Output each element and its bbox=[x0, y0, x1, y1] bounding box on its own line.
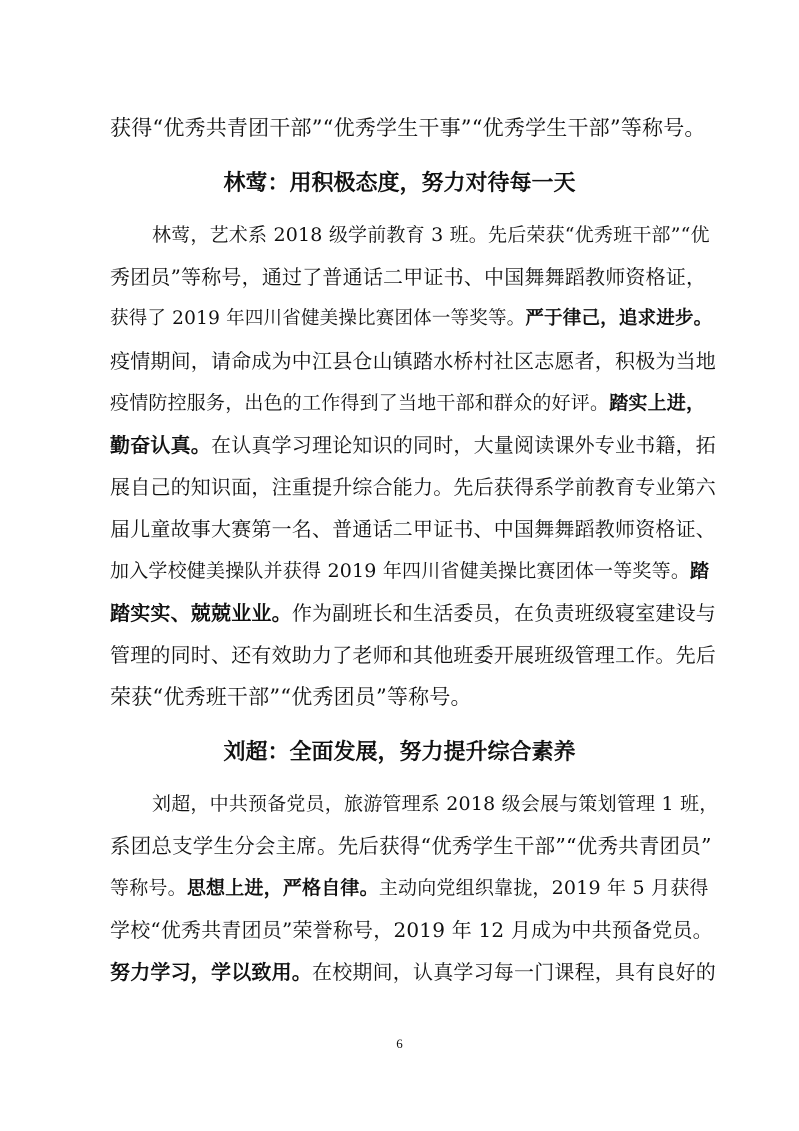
paragraph-line bbox=[110, 389, 718, 417]
paragraph-line bbox=[110, 557, 718, 585]
text-run: 疫情防控服务，出色的工作得到了当地干部和群众的好评。 bbox=[110, 392, 610, 414]
page-number: 6 bbox=[396, 1036, 403, 1051]
paragraph-line: 秀团员”等称号，通过了普通话二甲证书、中国舞舞蹈教师资格证， bbox=[110, 265, 707, 289]
intro-line: 获得“优秀共青团干部”“优秀学生干事”“优秀学生干部”等称号。 bbox=[110, 116, 706, 140]
bold-phrase: 严于律己，追求进步。 bbox=[525, 308, 713, 329]
text-run: 获得了 2019 年四川省健美操比赛团体一等奖等。 bbox=[110, 308, 526, 329]
paragraph-line bbox=[110, 874, 718, 902]
paragraph-line: 刘超，中共预备党员，旅游管理系 2018 级会展与策划管理 1 班， bbox=[152, 793, 719, 815]
section-heading-linying: 林莺：用积极态度，努力对待每一天 bbox=[223, 170, 576, 196]
text-run: 主动向党组织靠拢，2019 年 5 月获得 bbox=[378, 877, 709, 899]
paragraph-line bbox=[110, 599, 718, 627]
section-heading-liuchao: 刘超：全面发展，努力提升综合素养 bbox=[223, 739, 576, 765]
bold-phrase: 思想上进，严格自律。 bbox=[186, 877, 379, 899]
paragraph-line: 展自己的知识面，注重提升综合能力。先后获得系学前教育专业第六 bbox=[110, 475, 716, 499]
text-run: 等称号。 bbox=[110, 877, 187, 899]
paragraph-line bbox=[110, 431, 718, 459]
text-run: 加入学校健美操队并获得 2019 年四川省健美操比赛团体一等奖等。 bbox=[110, 560, 691, 582]
paragraph-line bbox=[110, 958, 718, 986]
paragraph-line: 学校“优秀共青团员”荣誉称号，2019 年 12 月成为中共预备党员。 bbox=[110, 918, 713, 942]
paragraph-line bbox=[110, 305, 718, 333]
text-run: 在认真学习理论知识的同时，大量阅读课外专业书籍，拓 bbox=[211, 433, 716, 457]
paragraph-line: 荣获“优秀班干部”“优秀团员”等称号。 bbox=[110, 685, 472, 709]
bold-phrase: 踏实上进， bbox=[609, 392, 706, 414]
bold-phrase: 踏 bbox=[690, 560, 710, 582]
text-run: 作为副班长和生活委员，在负责班级寝室建设与 bbox=[291, 601, 717, 625]
bold-phrase: 踏实实、兢兢业业。 bbox=[110, 601, 292, 625]
bold-phrase: 勤奋认真。 bbox=[110, 433, 211, 457]
paragraph-line: 届儿童故事大赛第一名、普通话二甲证书、中国舞舞蹈教师资格证、 bbox=[110, 517, 716, 541]
paragraph-line: 管理的同时、还有效助力了老师和其他班委开展班级管理工作。先后 bbox=[110, 643, 716, 667]
paragraph-line: 系团总支学生分会主席。先后获得“优秀学生干部”“优秀共青团员” bbox=[110, 834, 712, 858]
bold-phrase: 努力学习，学以致用。 bbox=[110, 960, 312, 984]
paragraph-line: 林莺，艺术系 2018 级学前教育 3 班。先后荣获“优秀班干部”“优 bbox=[152, 224, 710, 246]
paragraph-line: 疫情期间，请命成为中江县仓山镇踏水桥村社区志愿者，积极为当地 bbox=[110, 349, 716, 373]
text-run: 在校期间，认真学习每一门课程，具有良好的 bbox=[312, 960, 716, 984]
